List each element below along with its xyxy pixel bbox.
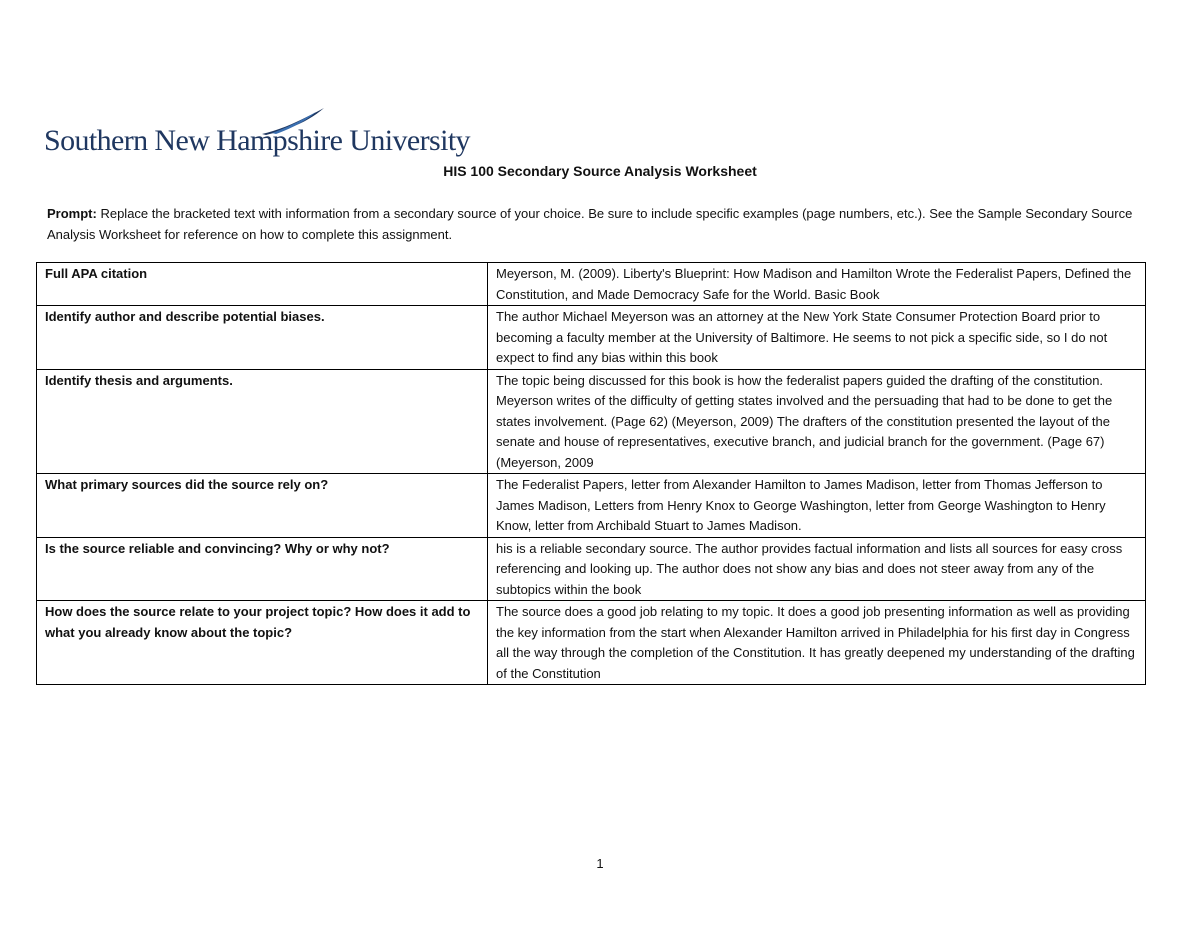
- question-cell: Identify thesis and arguments.: [37, 369, 488, 474]
- table-row: [37, 601, 1146, 685]
- question-cell: Is the source reliable and convincing? Why or why not?: [37, 537, 488, 601]
- table-row: [37, 537, 1146, 601]
- university-logo: [44, 106, 470, 162]
- answer-cell: Meyerson, M. (2009). Liberty's Blueprint: How Madison and Hamilton Wrote the Federalist Papers, Defined the Constitution, and Made Democracy Safe for the World. Basic Book: [488, 263, 1146, 306]
- prompt-text: Replace the bracketed text with information from a secondary source of your choice. Be sure to include specific examples (page numbers, etc.). See the Sample Secondary Source Analysis Worksheet for reference on how to complete this assignment.: [47, 206, 1133, 242]
- answer-cell: The source does a good job relating to my topic. It does a good job presenting information as well as providing the key information from the start when Alexander Hamilton arrived in Philadelphia for his first day in Congress all the way through the completion of the Constitution. It has greatly deepened my understanding of the drafting of the Constitution: [488, 601, 1146, 685]
- prompt-paragraph: [47, 203, 1147, 245]
- analysis-table: [36, 262, 1146, 685]
- table-row: [37, 263, 1146, 306]
- question-cell: Identify author and describe potential biases.: [37, 306, 488, 370]
- table-row: [37, 369, 1146, 474]
- logo-wordmark: Southern New Hampshire University: [44, 124, 470, 157]
- page-number: 1: [596, 856, 604, 871]
- answer-cell: The author Michael Meyerson was an attorney at the New York State Consumer Protection Board prior to becoming a faculty member at the University of Baltimore. He seems to not pick a specific side, so I do not expect to find any bias within this book: [488, 306, 1146, 370]
- document-title: HIS 100 Secondary Source Analysis Worksheet: [443, 163, 757, 179]
- answer-cell: The Federalist Papers, letter from Alexander Hamilton to James Madison, letter from Thomas Jefferson to James Madison, Letters from Henry Knox to George Washington, letter from George Washington to Henry Know, letter from Archibald Stuart to James Madison.: [488, 474, 1146, 538]
- answer-cell: his is a reliable secondary source. The author provides factual information and lists all sources for easy cross referencing and looking up. The author does not show any bias and does not steer away from any of the subtopics within the book: [488, 537, 1146, 601]
- answer-cell: The topic being discussed for this book is how the federalist papers guided the drafting of the constitution. Meyerson writes of the difficulty of getting states involved and the persuading that had to be done to get the states involvement. (Page 62) (Meyerson, 2009) The drafters of the constitution presented the layout of the senate and house of representatives, executive branch, and judicial branch for the government. (Page 67) (Meyerson, 2009: [488, 369, 1146, 474]
- table-row: [37, 306, 1146, 370]
- question-cell: What primary sources did the source rely on?: [37, 474, 488, 538]
- prompt-label: Prompt:: [47, 206, 97, 221]
- question-cell: How does the source relate to your project topic? How does it add to what you already know about the topic?: [37, 601, 488, 685]
- table-row: [37, 474, 1146, 538]
- question-cell: Full APA citation: [37, 263, 488, 306]
